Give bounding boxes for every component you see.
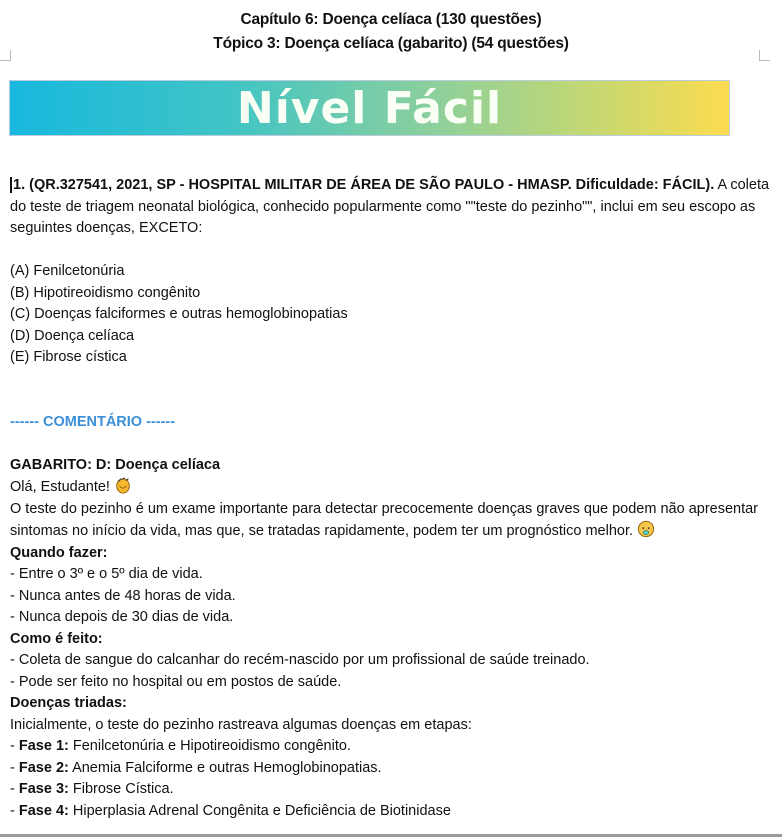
- phase-item: - Fase 2: Anemia Falciforme e outras Hemoglobinopatias.: [10, 759, 382, 776]
- phase-text: Anemia Falciforme e outras Hemoglobinopatias.: [68, 759, 382, 776]
- intro-paragraph: [10, 499, 770, 543]
- level-banner: [9, 80, 730, 136]
- chapter-title: Capítulo 6: Doença celíaca (130 questões): [240, 11, 542, 28]
- phase-text: Fenilcetonúria e Hipotireoidismo congênito.: [68, 738, 351, 754]
- when-title: Quando fazer:: [10, 544, 108, 561]
- margin-marker-right: [759, 50, 770, 61]
- phase-label: Fase 1:: [18, 738, 69, 754]
- phase-item: - Fase 1: Fenilcetonúria e Hipotireoidismo congênito.: [10, 738, 351, 754]
- comment-divider: ------ COMENTÁRIO ------: [10, 413, 176, 430]
- option-b: (B) Hipotireoidismo congênito: [10, 284, 201, 301]
- margin-marker-left: [0, 50, 11, 61]
- topic-title: Tópico 3: Doença celíaca (gabarito) (54 questões): [213, 35, 569, 52]
- intro-text: O teste do pezinho é um exame importante para detectar precocemente doenças graves que podem não apresentar sintomas no início da vida, mas que, se tratadas rapidamente, podem ter um prognóstico melhor.: [10, 500, 759, 539]
- how-title: Como é feito:: [10, 630, 103, 647]
- question-stem: A coleta do teste de triagem neonatal biológica, conhecido popularmente como ""teste do pezinho"", inclui em seu escopo as seguintes doenças, EXCETO:: [10, 177, 770, 236]
- greeting: Olá, Estudante!: [10, 479, 110, 495]
- when-item: - Entre o 3º e o 5º dia de vida.: [10, 566, 203, 582]
- document-header: [0, 8, 782, 56]
- question-header: 1. (QR.327541, 2021, SP - HOSPITAL MILITAR DE ÁREA DE SÃO PAULO - HMASP. Dificuldade: FÁCIL).: [13, 177, 715, 193]
- how-item: - Pode ser feito no hospital ou em postos de saúde.: [10, 673, 342, 690]
- text-cursor: [10, 177, 12, 193]
- phase-label: Fase 2:: [18, 759, 69, 776]
- clapping-hands-icon: [114, 476, 132, 494]
- when-item: - Nunca depois de 30 dias de vida.: [10, 609, 234, 625]
- phase-item: - Fase 3: Fibrose Cística.: [10, 781, 174, 797]
- phase-label: Fase 3:: [18, 781, 69, 797]
- answer-key: GABARITO: D: Doença celíaca: [10, 456, 221, 473]
- phase-text: Hiperplasia Adrenal Congênita e Deficiência de Biotinidase: [68, 802, 451, 819]
- diseases-intro: Inicialmente, o teste do pezinho rastreava algumas doenças em etapas:: [10, 716, 472, 733]
- level-banner-label: Nível Fácil: [236, 82, 503, 134]
- option-e: (E) Fibrose cística: [10, 349, 127, 365]
- baby-face-icon: [637, 520, 655, 538]
- question-paragraph: [10, 175, 770, 240]
- option-a: (A) Fenilcetonúria: [10, 263, 125, 279]
- how-item: - Coleta de sangue do calcanhar do recém-nascido por um profissional de saúde treinado.: [10, 652, 590, 668]
- phase-label: Fase 4:: [18, 802, 69, 819]
- greeting-line: [10, 476, 770, 499]
- diseases-title: Doenças triadas:: [10, 695, 127, 711]
- phase-item: - Fase 4: Hiperplasia Adrenal Congênita e Deficiência de Biotinidase: [10, 802, 451, 819]
- phase-text: Fibrose Cística.: [68, 781, 174, 797]
- option-d: (D) Doença celíaca: [10, 327, 135, 344]
- document-body[interactable]: [10, 175, 770, 822]
- option-c: (C) Doenças falciformes e outras hemoglobinopatias: [10, 306, 348, 322]
- when-item: - Nunca antes de 48 horas de vida.: [10, 587, 236, 604]
